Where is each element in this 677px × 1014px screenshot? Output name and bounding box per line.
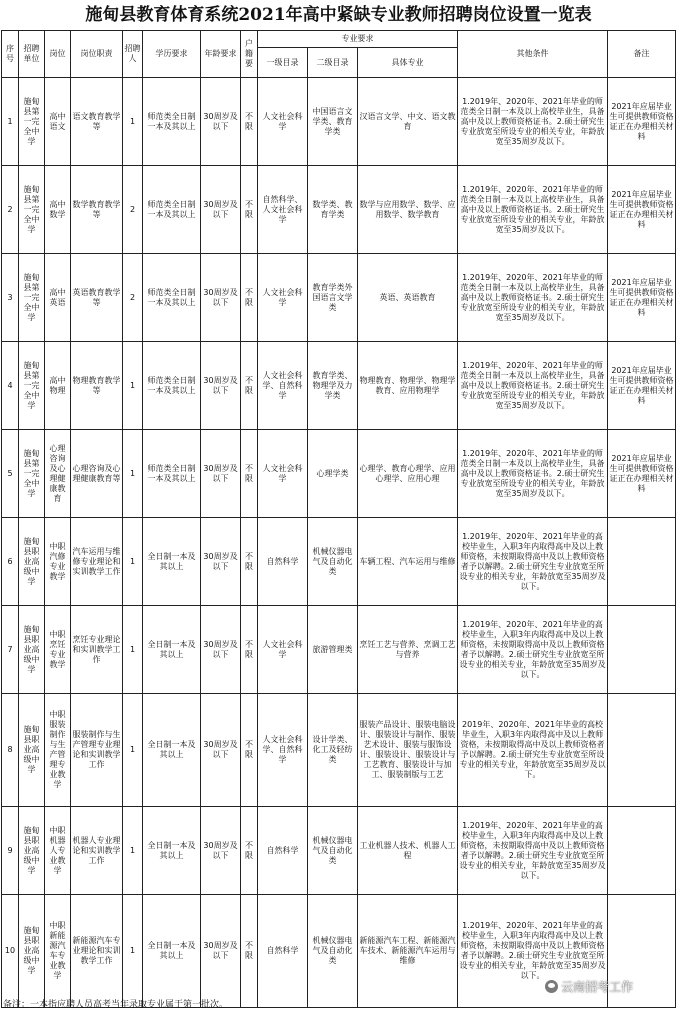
cell-lvl2: 数学类、教育学类 [308, 166, 358, 254]
cell-hukou: 不限 [241, 254, 258, 342]
cell-edu: 全日制一本及其以上 [143, 895, 201, 1008]
cell-duty: 服装制作与生产管理专业理论和实训教学工作 [71, 694, 123, 807]
table-row [2, 694, 676, 807]
cell-seq: 1 [2, 78, 19, 166]
cell-age: 30周岁及以下 [201, 342, 241, 430]
cell-hukou: 不限 [241, 807, 258, 895]
cell-age: 30周岁及以下 [201, 518, 241, 606]
cell-age: 30周岁及以下 [201, 606, 241, 694]
cell-lvl1: 人文社会科学、自然科学 [258, 342, 308, 430]
cell-lvl2: 设计学类、化工及轻纺类 [308, 694, 358, 807]
cell-spec: 车辆工程、汽车运用与维修 [358, 518, 458, 606]
cell-post: 中职机器人专业教学 [45, 807, 71, 895]
cell-post: 高中语文 [45, 78, 71, 166]
cell-note: 2021年应届毕业生可提供教师资格证正在办理相关材料 [608, 166, 676, 254]
cell-unit: 施甸县职业高级中学 [19, 694, 45, 807]
cell-count: 1 [123, 694, 143, 807]
cell-note: 2021年应届毕业生可提供教师资格证正在办理相关材料 [608, 254, 676, 342]
cell-seq: 7 [2, 606, 19, 694]
cell-lvl2: 机械仪器电气及自动化类 [308, 807, 358, 895]
cell-lvl2: 教育学类、物理学及力学类 [308, 342, 358, 430]
cell-count: 1 [123, 895, 143, 1008]
cell-unit: 施甸县职业高级中学 [19, 606, 45, 694]
cell-spec: 物理教育、物理学、物理学教育、应用物理学 [358, 342, 458, 430]
table-row [2, 166, 676, 254]
table-body [2, 78, 676, 1008]
table-row [2, 606, 676, 694]
cell-hukou: 不限 [241, 342, 258, 430]
cell-duty: 烹饪专业理论和实训教学工作 [71, 606, 123, 694]
table-row [2, 430, 676, 518]
cell-spec: 服装产品设计、服装电脑设计、服装设计与制作、服装艺术设计、服装与服饰设计、服装设计、服装设计与工艺教育、服装设计与加工、服装制版与工艺 [358, 694, 458, 807]
cell-cond: 2019年、2020年、2021年毕业的高校毕业生，入职3年内取得高中及以上教师资格，未按期取得高中及以上教师资格者予以解聘。2.硕士研究生专业放宽至所设专业的相关专业，年龄放宽至35周岁及以下。 [458, 694, 608, 807]
cell-unit: 施甸县职业高级中学 [19, 807, 45, 895]
cell-cond: 1.2019年、2020年、2021年毕业的师范类全日制一本及以上高校毕业生，具备高中及以上教师资格证书。2.硕士研究生专业放宽至所设专业的相关专业，年龄放宽至35周岁及以下。 [458, 342, 608, 430]
table-row [2, 342, 676, 430]
footnote: 备注：一本指应聘人员高考当年录取专业属于第一批次。 [3, 1000, 229, 1010]
cell-lvl1: 人文社会科学、自然科学 [258, 694, 308, 807]
cell-count: 2 [123, 166, 143, 254]
cell-cond: 1.2019年、2020年、2021年毕业的高校毕业生，入职3年内取得高中及以上教师资格，未按期取得高中及以上教师资格者予以解聘。2.硕士研究生专业放宽至所设专业的相关专业，年龄放宽至35周岁及以下。 [458, 518, 608, 606]
cell-spec: 英语、英语教育 [358, 254, 458, 342]
cell-seq: 10 [2, 895, 19, 1008]
cell-cond: 1.2019年、2020年、2021年毕业的高校毕业生，入职3年内取得高中及以上教师资格，未按期取得高中及以上教师资格者予以解聘。2.硕士研究生专业放宽至所设专业的相关专业，年龄放宽至35周岁及以下。 [458, 895, 608, 1008]
cell-hukou: 不限 [241, 518, 258, 606]
header-unit: 招聘单位 [19, 31, 45, 78]
cell-post: 高中物理 [45, 342, 71, 430]
cell-lvl1: 自然科学 [258, 895, 308, 1008]
header-major: 专业要求 [258, 31, 458, 48]
cell-lvl1: 人文社会科学 [258, 78, 308, 166]
cell-unit: 施甸县职业高级中学 [19, 895, 45, 1008]
cell-age: 30周岁及以下 [201, 254, 241, 342]
cell-cond: 1.2019年、2020年、2021年毕业的高校毕业生，入职3年内取得高中及以上教师资格，未按期取得高中及以上教师资格者予以解聘。2.硕士研究生专业放宽至所设专业的相关专业，年龄放宽至35周岁及以下。 [458, 807, 608, 895]
page-title: 施甸县教育体育系统2021年高中紧缺专业教师招聘岗位设置一览表 [85, 5, 592, 25]
cell-edu: 全日制一本及其以上 [143, 518, 201, 606]
cell-seq: 5 [2, 430, 19, 518]
cell-note [608, 518, 676, 606]
cell-unit: 施甸县第一完全中学 [19, 78, 45, 166]
table-row [2, 518, 676, 606]
cell-duty: 机器人专业理论和实训教学工作 [71, 807, 123, 895]
cell-seq: 4 [2, 342, 19, 430]
cell-spec: 烹饪工艺与营养、烹调工艺与营养 [358, 606, 458, 694]
cell-edu: 师范类全日制一本及其以上 [143, 342, 201, 430]
header-count: 招聘人 [123, 31, 143, 78]
cell-age: 30周岁及以下 [201, 166, 241, 254]
cell-note: 2021年应届毕业生可提供教师资格证正在办理相关材料 [608, 78, 676, 166]
cell-cond: 1.2019年、2020年、2021年毕业的师范类全日制一本及以上高校毕业生，具备高中及以上教师资格证书。2.硕士研究生专业放宽至所设专业的相关专业，年龄放宽至35周岁及以下。 [458, 166, 608, 254]
cell-note [608, 694, 676, 807]
cell-duty: 心理咨询及心理健康教育等 [71, 430, 123, 518]
cell-post: 中职汽修专业教学 [45, 518, 71, 606]
cell-unit: 施甸县第一完全中学 [19, 254, 45, 342]
watermark-text: 云南招考工作 [561, 980, 634, 994]
cell-lvl1: 自然科学 [258, 518, 308, 606]
header-edu: 学历要求 [143, 31, 201, 78]
cell-lvl2: 机械仪器电气及自动化类 [308, 518, 358, 606]
cell-spec: 新能源汽车工程、新能源汽车技术、新能源汽车运用与维修 [358, 895, 458, 1008]
cell-seq: 8 [2, 694, 19, 807]
cell-unit: 施甸县第一完全中学 [19, 430, 45, 518]
cell-seq: 2 [2, 166, 19, 254]
cell-age: 30周岁及以下 [201, 694, 241, 807]
header-age: 年龄要求 [201, 31, 241, 78]
cell-edu: 师范类全日制一本及其以上 [143, 254, 201, 342]
table-row [2, 78, 676, 166]
cell-edu: 师范类全日制一本及其以上 [143, 166, 201, 254]
cell-hukou: 不限 [241, 895, 258, 1008]
cell-post: 中职烹饪专业教学 [45, 606, 71, 694]
cell-count: 1 [123, 518, 143, 606]
cell-count: 1 [123, 78, 143, 166]
cell-unit: 施甸县第一完全中学 [19, 342, 45, 430]
cell-seq: 6 [2, 518, 19, 606]
cell-unit: 施甸县职业高级中学 [19, 518, 45, 606]
cell-duty: 语文教育教学等 [71, 78, 123, 166]
cell-note [608, 807, 676, 895]
header-seq: 序号 [2, 31, 19, 78]
table-row [2, 807, 676, 895]
header-spec: 具体专业 [358, 48, 458, 78]
cell-note [608, 606, 676, 694]
cell-hukou: 不限 [241, 606, 258, 694]
cell-lvl1: 人文社会科学 [258, 606, 308, 694]
cell-spec: 汉语言文学、中文、语文教育 [358, 78, 458, 166]
cell-note: 2021年应届毕业生可提供教师资格证正在办理相关材料 [608, 342, 676, 430]
cell-lvl2: 心理学类 [308, 430, 358, 518]
cell-count: 1 [123, 342, 143, 430]
wechat-icon [545, 980, 558, 993]
cell-cond: 1.2019年、2020年、2021年毕业的师范类全日制一本及以上高校毕业生，具备高中及以上教师资格证书。2.硕士研究生专业放宽至所设专业的相关专业，年龄放宽至35周岁及以下。 [458, 254, 608, 342]
cell-seq: 9 [2, 807, 19, 895]
header-cond: 其他条件 [458, 31, 608, 78]
cell-edu: 全日制一本及其以上 [143, 694, 201, 807]
cell-hukou: 不限 [241, 78, 258, 166]
cell-note: 2021年应届毕业生可提供教师资格证正在办理相关材料 [608, 430, 676, 518]
cell-cond: 1.2019年、2020年、2021年毕业的高校毕业生，入职3年内取得高中及以上教师资格，未按期取得高中及以上教师资格者予以解聘。2.硕士研究生专业放宽至所设专业的相关专业，年龄放宽至35周岁及以下。 [458, 606, 608, 694]
cell-edu: 师范类全日制一本及其以上 [143, 78, 201, 166]
cell-count: 1 [123, 807, 143, 895]
cell-edu: 全日制一本及其以上 [143, 807, 201, 895]
cell-edu: 全日制一本及其以上 [143, 606, 201, 694]
cell-age: 30周岁及以下 [201, 430, 241, 518]
cell-age: 30周岁及以下 [201, 78, 241, 166]
cell-lvl2: 旅游管理类 [308, 606, 358, 694]
cell-unit: 施甸县第一完全中学 [19, 166, 45, 254]
cell-count: 2 [123, 254, 143, 342]
cell-duty: 新能源汽车专业理论和实训教学工作 [71, 895, 123, 1008]
cell-lvl1: 自然科学、人文社会科学 [258, 166, 308, 254]
cell-lvl2: 中国语言文学类、教育学类 [308, 78, 358, 166]
cell-lvl2: 机械仪器电气及自动化类 [308, 895, 358, 1008]
cell-lvl1: 人文社会科学 [258, 430, 308, 518]
table-row [2, 254, 676, 342]
cell-spec: 数学与应用数学、数学、应用数学、数学教育 [358, 166, 458, 254]
cell-hukou: 不限 [241, 694, 258, 807]
cell-edu: 师范类全日制一本及其以上 [143, 430, 201, 518]
cell-post: 中职新能源汽车专业教学 [45, 895, 71, 1008]
header-note: 备注 [608, 31, 676, 78]
header-lvl1: 一级目录 [258, 48, 308, 78]
cell-age: 30周岁及以下 [201, 807, 241, 895]
cell-duty: 汽车运用与维修专业理论和实训教学工作 [71, 518, 123, 606]
cell-lvl1: 人文社会科学 [258, 254, 308, 342]
cell-post: 高中数学 [45, 166, 71, 254]
cell-cond: 1.2019年、2020年、2021年毕业的师范类全日制一本及以上高校毕业生，具备高中及以上教师资格证书。2.硕士研究生专业放宽至所设专业的相关专业，年龄放宽至35周岁及以下。 [458, 78, 608, 166]
cell-duty: 英语教育教学等 [71, 254, 123, 342]
watermark [545, 978, 633, 995]
header-lvl2: 二级目录 [308, 48, 358, 78]
cell-seq: 3 [2, 254, 19, 342]
cell-count: 1 [123, 430, 143, 518]
cell-post: 中职服装制作与生产管理专业教学 [45, 694, 71, 807]
cell-post: 心理咨询及心理健康教育 [45, 430, 71, 518]
cell-lvl2: 教育学类外国语言文学类 [308, 254, 358, 342]
header-hukou: 户籍要 [241, 31, 258, 78]
cell-age: 30周岁及以下 [201, 895, 241, 1008]
cell-hukou: 不限 [241, 430, 258, 518]
header-post: 岗位 [45, 31, 71, 78]
recruitment-table [1, 30, 676, 1008]
cell-duty: 数学教育教学等 [71, 166, 123, 254]
cell-count: 1 [123, 606, 143, 694]
cell-post: 高中英语 [45, 254, 71, 342]
cell-lvl1: 自然科学 [258, 807, 308, 895]
cell-cond: 1.2019年、2020年、2021年毕业的师范类全日制一本及以上高校毕业生，具备高中及以上教师资格证书。2.硕士研究生专业放宽至所设专业的相关专业，年龄放宽至35周岁及以下。 [458, 430, 608, 518]
cell-hukou: 不限 [241, 166, 258, 254]
cell-spec: 心理学、教育心理学、应用心理学、应用心理 [358, 430, 458, 518]
header-duty: 岗位职责 [71, 31, 123, 78]
cell-duty: 物理教育教学等 [71, 342, 123, 430]
cell-spec: 工业机器人技术、机器人工程 [358, 807, 458, 895]
